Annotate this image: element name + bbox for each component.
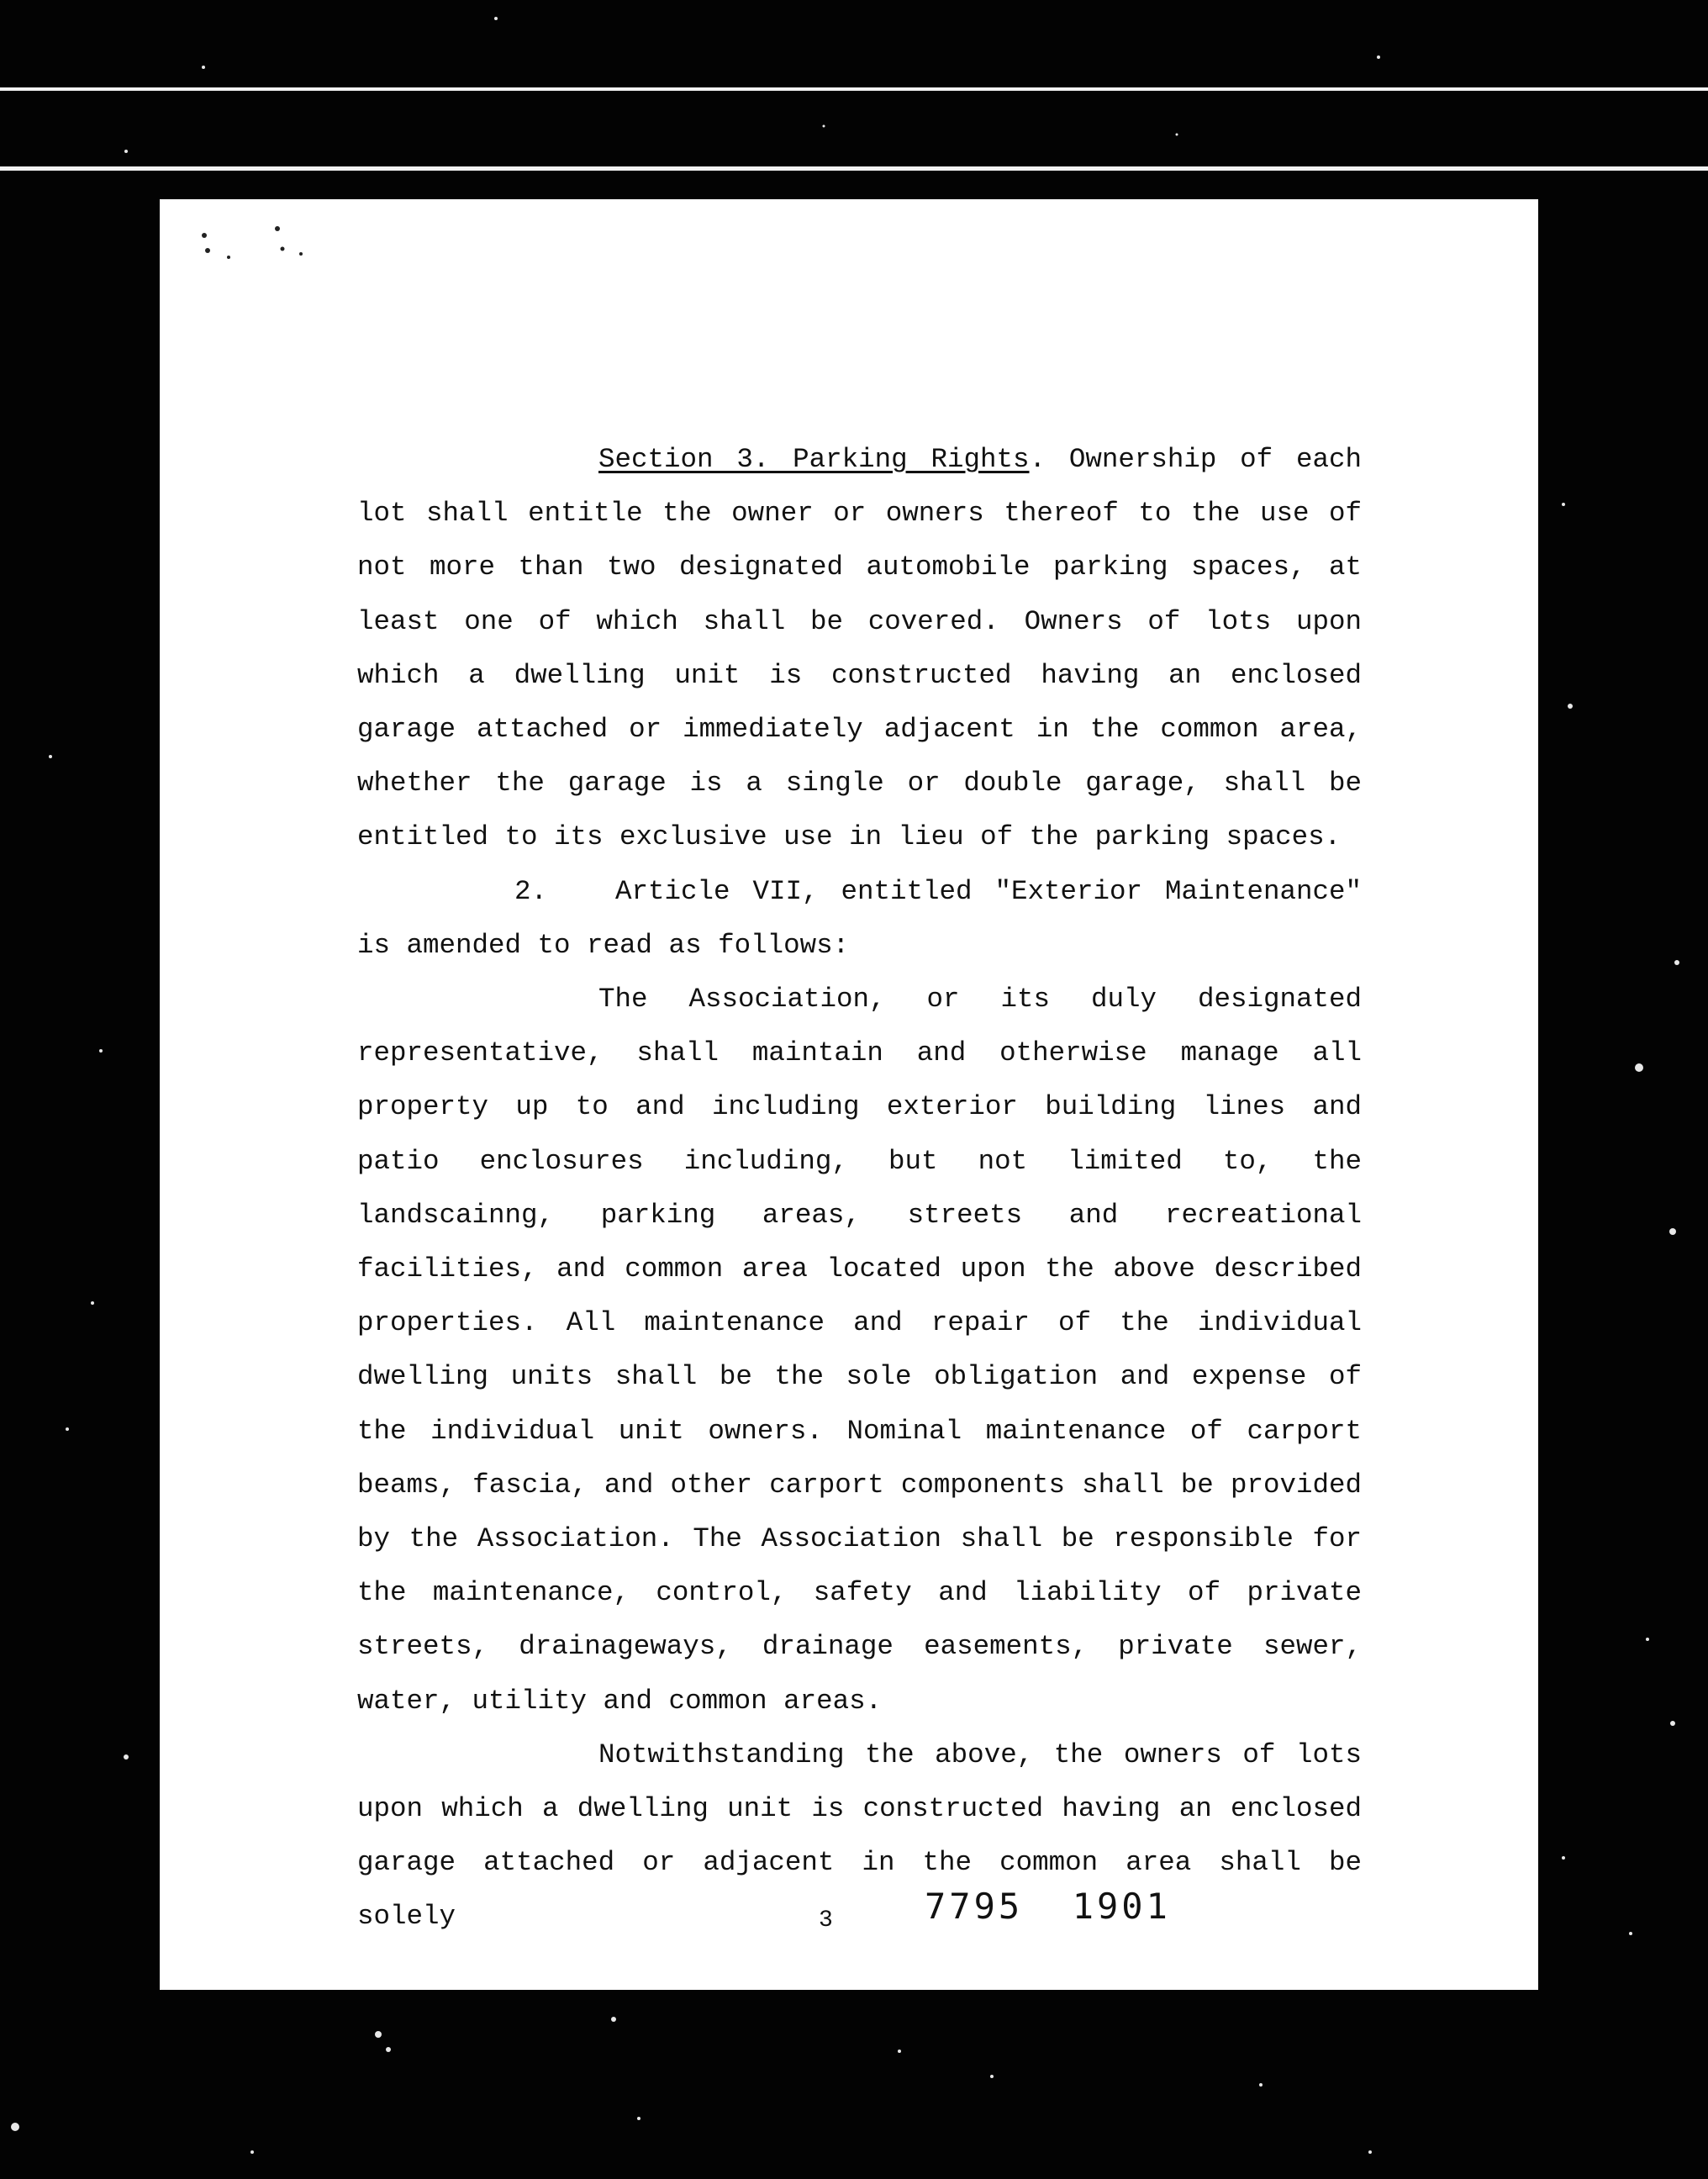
section-3-paragraph <box>357 433 1362 865</box>
scan-border-middle <box>0 166 1708 171</box>
section-heading: Section 3. Parking Rights <box>598 444 1030 475</box>
scan-border-top <box>0 87 1708 91</box>
document-body <box>357 433 1362 1944</box>
item-number: 2. <box>514 875 548 907</box>
article-amendment-paragraph <box>357 865 1362 973</box>
notwithstanding-paragraph: Notwithstanding the above, the owners of lots upon which a dwelling unit is constructed having an enclosed garage attached or adjacent in the common area shall be solely <box>357 1738 1362 1933</box>
page-number: 3 <box>819 1907 833 1934</box>
exterior-maintenance-paragraph: The Association, or its duly designated representative, shall maintain and otherwise manage all property up to and including exterior building lines and patio enclosures including, but not limited to, the landscainng, parking areas, streets and recreational facilities, and common area located upon the above described properties. All maintenance and repair of the individual dwelling units shall be the sole obligation and expense of the individual unit owners. Nominal maintenance of carport beams, fascia, and other carport components shall be provided by the Association. The Association shall be responsible for the maintenance, control, safety and liability of private streets, drainageways, drainage easements, private sewer, water, utility and common areas. <box>357 984 1362 1717</box>
document-code: 7795 1901 <box>925 1886 1171 1927</box>
document-page <box>160 199 1538 1990</box>
page-footer <box>160 1881 1538 1948</box>
item-text: Article VII, entitled "Exterior Maintenance" is amended to read as follows: <box>357 875 1362 961</box>
section-text: . Ownership of each lot shall entitle the owner or owners thereof to the use of not more than two designated automobile parking spaces, at least one of which shall be covered. Owners of lots upon which a dwelling unit is constructed having an enclosed garage attached or immediately adjacent in the common area, whether the garage is a single or double garage, shall be entitled to its exclusive use in lieu of the parking spaces. <box>357 444 1362 853</box>
